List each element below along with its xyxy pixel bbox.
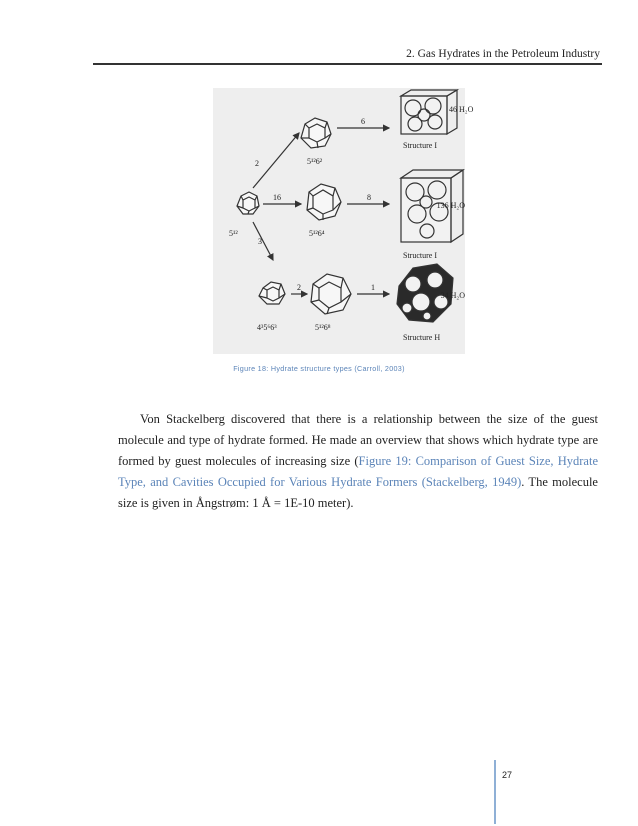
cage-label-51262: 5¹²6² <box>307 157 323 166</box>
cage-512-icon <box>237 192 259 214</box>
hydrate-structure-diagram <box>213 88 474 354</box>
body-text-end: . The molecule size is given in Ångstrøm: 1 Å = 1E-10 meter). <box>118 475 598 510</box>
cage-label-435663: 4³5⁶6³ <box>257 323 277 332</box>
arrow-label-6: 6 <box>361 117 365 126</box>
figure-19-link[interactable]: Figure 19: Comparison of Guest Size, Hydrate Type, and Cavities Occupied for Various Hydrate Formers (Stackelberg, 1949) <box>118 454 598 489</box>
cage-label-512: 5¹² <box>229 229 238 238</box>
water-label-46: 46 H₂O <box>449 105 474 114</box>
body-text-start: Von Stackelberg discovered that there is a relationship between the size of the guest molecule and type of hydrate formed. He made an overview that shows which hydrate type are formed by guest molecules of increasing size ( <box>118 412 598 468</box>
cage-51264-icon <box>307 184 341 220</box>
structure-label-mid: Structure I <box>403 251 437 260</box>
cage-435663-icon <box>259 282 285 304</box>
arrow-label-1: 1 <box>371 283 375 292</box>
cage-51262-icon <box>301 118 331 148</box>
arrow-label-8: 8 <box>367 193 371 202</box>
cage-label-51264: 5¹²6⁴ <box>309 229 325 238</box>
arrow-label-2: 2 <box>255 159 259 168</box>
structure-label-top: Structure I <box>403 141 437 150</box>
hydrate-structure-figure <box>213 88 474 354</box>
cage-label-51268: 5¹²6⁸ <box>315 323 331 332</box>
structure-label-h: Structure H <box>403 333 441 342</box>
water-label-34: 34 H₂O <box>440 291 465 300</box>
page-number-bar <box>494 760 496 824</box>
cage-51268-icon <box>311 274 351 314</box>
chapter-header: 2. Gas Hydrates in the Petroleum Industry <box>406 48 600 60</box>
arrow-label-3: 3 <box>258 237 262 246</box>
body-paragraph <box>118 409 598 514</box>
arrow-label-16: 16 <box>273 193 281 202</box>
header-rule <box>93 63 602 65</box>
arrow-label-2b: 2 <box>297 283 301 292</box>
page-number: 27 <box>502 770 513 780</box>
water-label-136: 136 H₂O <box>436 201 465 210</box>
figure-caption: Figure 18: Hydrate structure types (Carroll, 2003) <box>233 364 405 373</box>
